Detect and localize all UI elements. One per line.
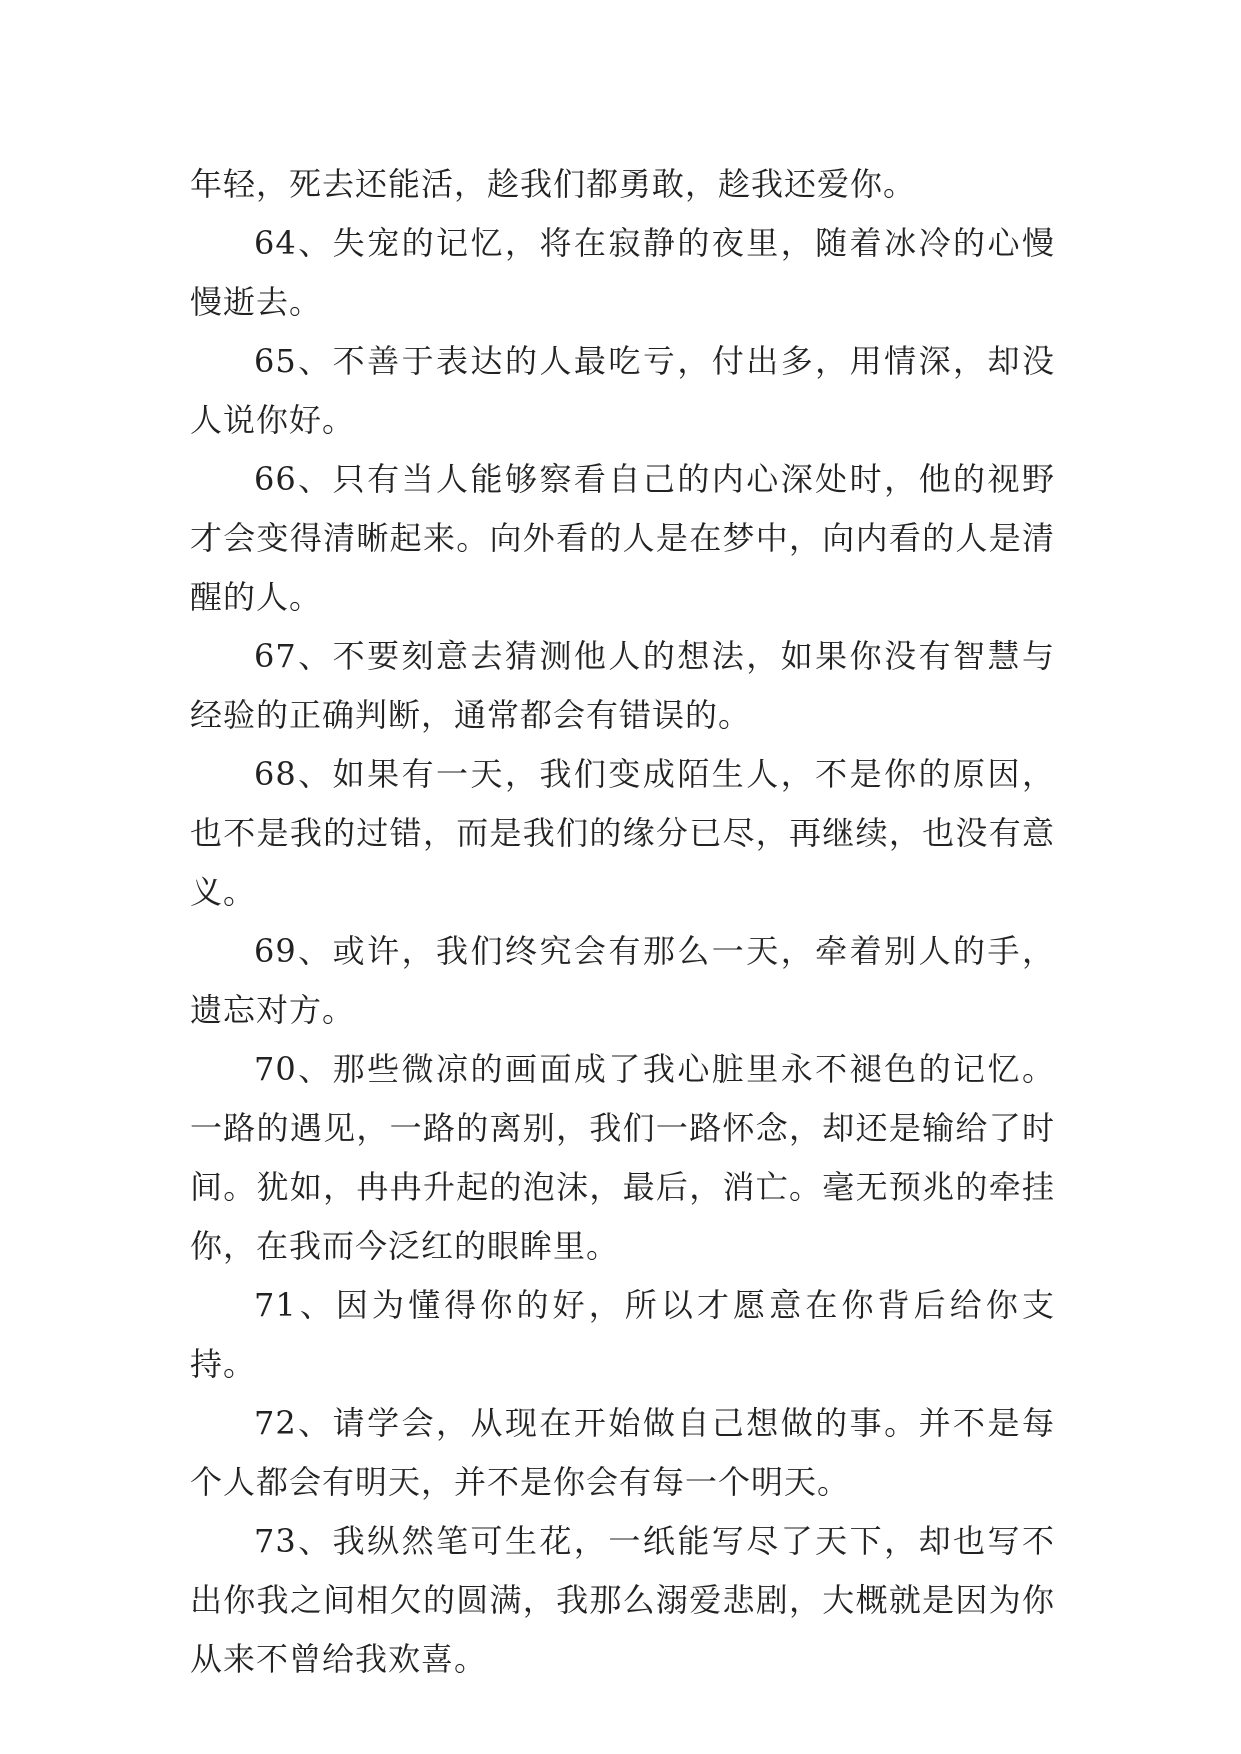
paragraph-66: 66、只有当人能够察看自己的内心深处时，他的视野才会变得清晰起来。向外看的人是在梦中，向内看的人是清醒的人。 xyxy=(190,460,1055,616)
paragraph-64: 64、失宠的记忆，将在寂静的夜里，随着冰冷的心慢慢逝去。 xyxy=(190,224,1055,321)
paragraph-68: 68、如果有一天，我们变成陌生人，不是你的原因，也不是我的过错，而是我们的缘分已尽，再继续，也没有意义。 xyxy=(190,755,1055,911)
paragraph-continuation: 年轻，死去还能活，趁我们都勇敢，趁我还爱你。 xyxy=(190,165,917,203)
paragraph-69: 69、或许，我们终究会有那么一天，牵着别人的手，遗忘对方。 xyxy=(190,932,1055,1029)
paragraph-71: 71、因为懂得你的好，所以才愿意在你背后给你支持。 xyxy=(190,1286,1055,1383)
paragraph-73: 73、我纵然笔可生花，一纸能写尽了天下，却也写不出你我之间相欠的圆满，我那么溺爱悲剧，大概就是因为你从来不曾给我欢喜。 xyxy=(190,1522,1055,1678)
paragraph-70: 70、那些微凉的画面成了我心脏里永不褪色的记忆。一路的遇见，一路的离别，我们一路怀念，却还是输给了时间。犹如，冉冉升起的泡沫，最后，消亡。毫无预兆的牵挂你，在我而今泛红的眼眸里。 xyxy=(190,1050,1055,1265)
paragraph-65: 65、不善于表达的人最吃亏，付出多，用情深，却没人说你好。 xyxy=(190,342,1055,439)
document-body xyxy=(190,155,1055,1689)
paragraph-67: 67、不要刻意去猜测他人的想法，如果你没有智慧与经验的正确判断，通常都会有错误的。 xyxy=(190,637,1055,734)
paragraph-72: 72、请学会，从现在开始做自己想做的事。并不是每个人都会有明天，并不是你会有每一个明天。 xyxy=(190,1404,1055,1501)
